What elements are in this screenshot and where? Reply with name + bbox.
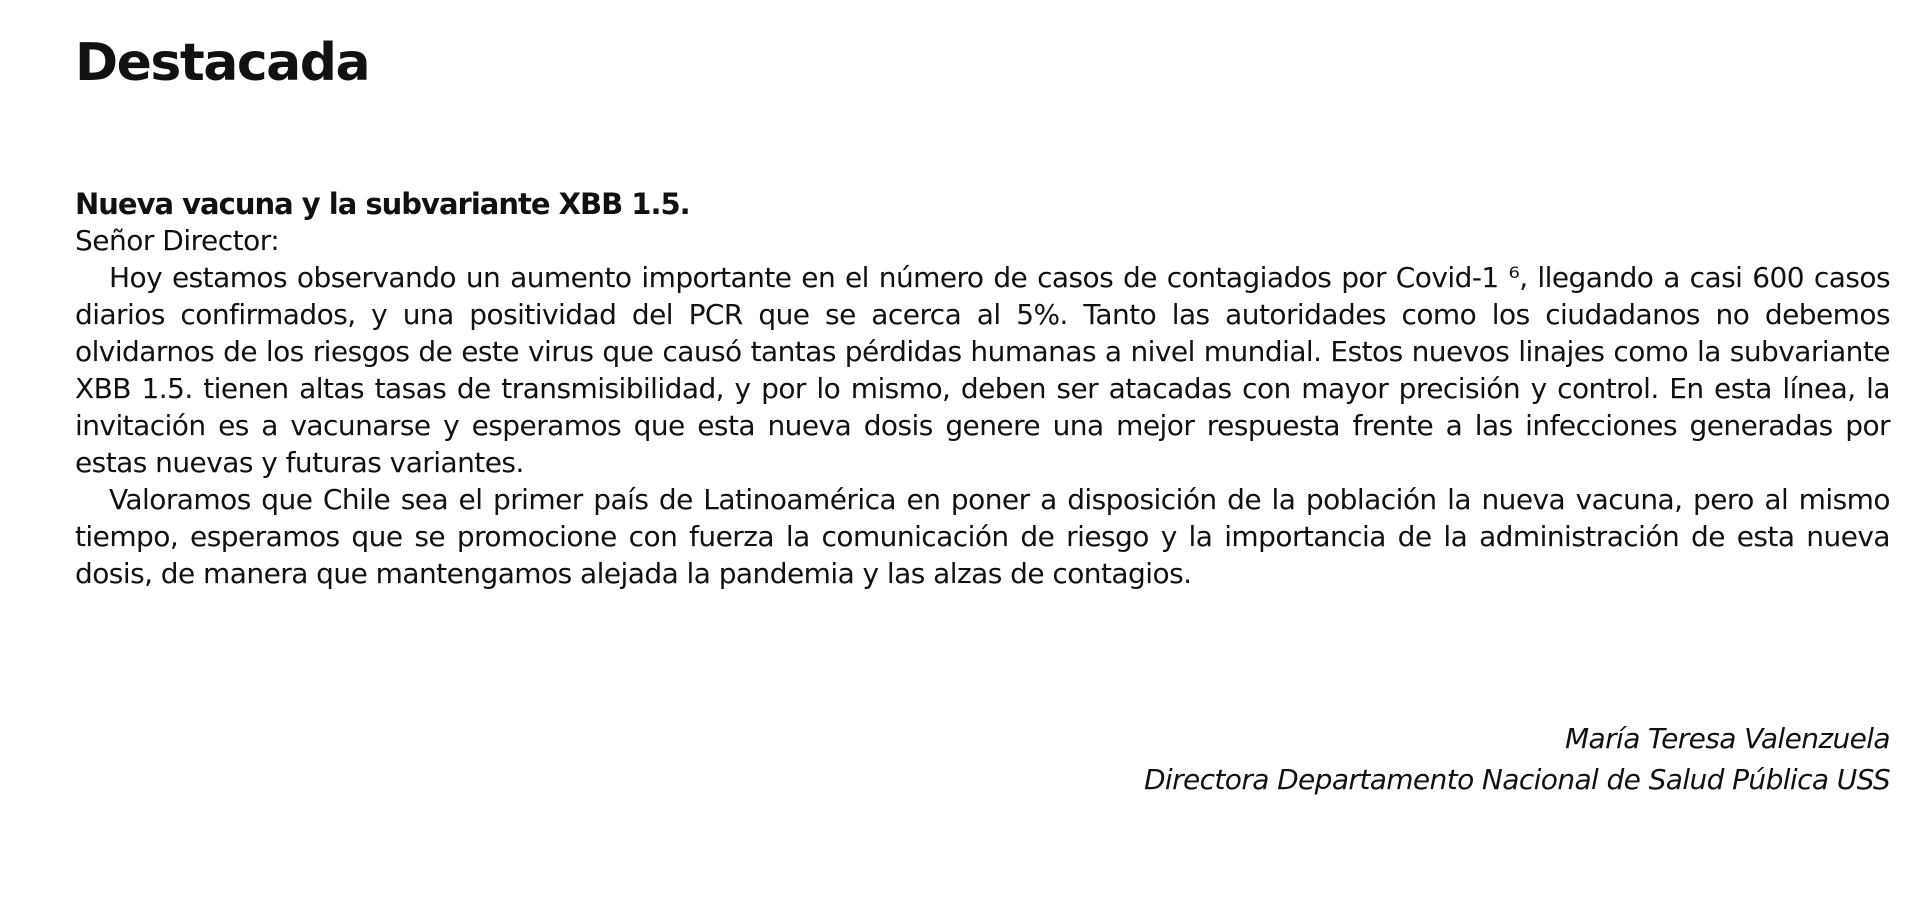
letter-page	[75, 28, 1890, 592]
section-heading: Destacada	[75, 33, 370, 93]
signature-role: Directora Departamento Nacional de Salud Pública USS	[1143, 763, 1890, 796]
body-paragraph-2: Valoramos que Chile sea el primer país de Latinoamérica en poner a disposición de la población la nueva vacuna, pero al mismo tiempo, esperamos que se promocione con fuerza la comunicación de riesgo y la importancia de la administración de esta nueva dosis, de manera que mantengamos alejada la pandemia y las alzas de contagios.	[75, 483, 1890, 590]
signature-name: María Teresa Valenzuela	[1564, 722, 1890, 755]
salutation: Señor Director:	[75, 224, 280, 257]
signature-block	[1144, 718, 1890, 800]
body-paragraph-1: Hoy estamos observando un aumento importante en el número de casos de contagiados por Covid-1 ⁶, llegando a casi 600 casos diarios confirmados, y una positividad del PCR que se acerca al 5%. Tanto las autoridades como los ciudadanos no debemos olvidarnos de los riesgos de este virus que causó tantas pérdidas humanas a nivel mundial. Estos nuevos linajes como la subvariante XBB 1.5. tienen altas tasas de transmisibilidad, y por lo mismo, deben ser atacadas con mayor precisión y control. En esta línea, la invitación es a vacunarse y esperamos que esta nueva dosis genere una mejor respuesta frente a las infecciones generadas por estas nuevas y futuras variantes.	[75, 261, 1890, 479]
article-title: Nueva vacuna y la subvariante XBB 1.5.	[75, 187, 690, 221]
